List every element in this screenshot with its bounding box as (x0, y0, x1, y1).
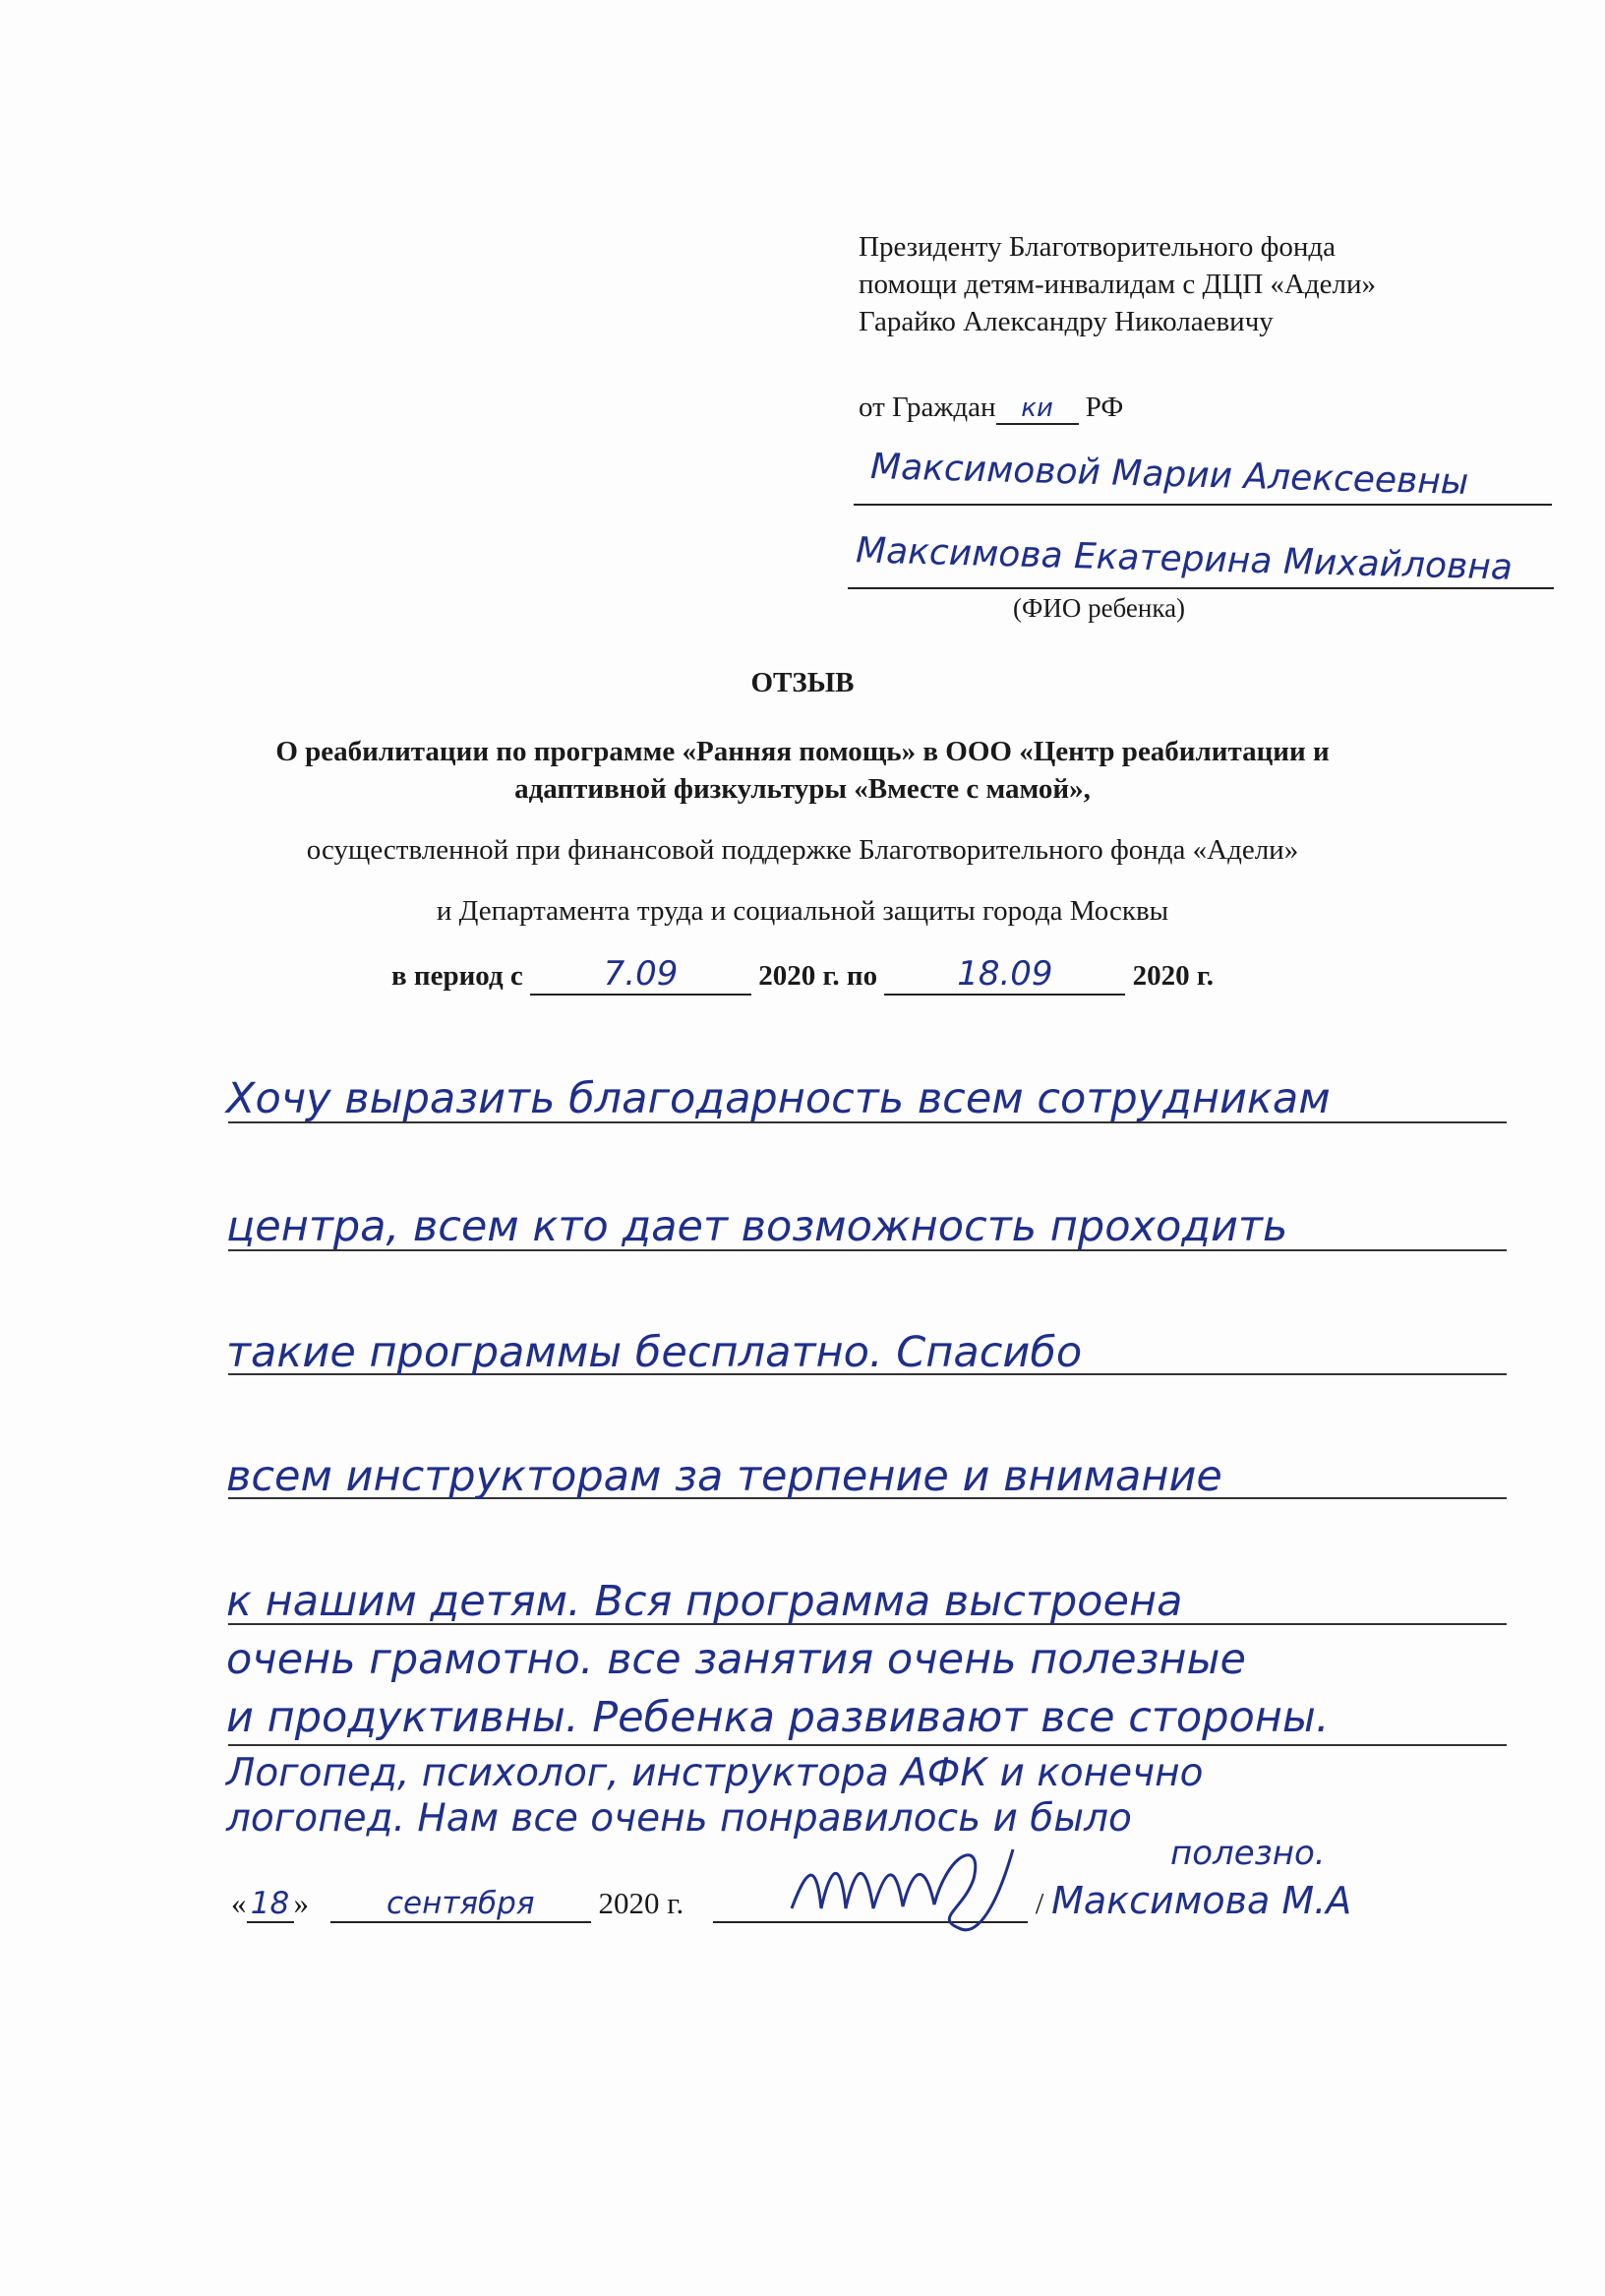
addressee-line-3: Гарайко Александру Николаевичу (859, 306, 1274, 337)
from-suffix: РФ (1085, 392, 1124, 423)
review-line-1: Хочу выразить благодарность всем сотрудникам (226, 1074, 1331, 1123)
child-fio-caption: (ФИО ребенка) (1013, 593, 1186, 623)
review-line-9: логопед. Нам все очень понравилось и было (226, 1796, 1132, 1841)
review-line-4: всем инструкторам за терпение и внимание (226, 1452, 1222, 1501)
addressee-line-1: Президенту Благотворительного фонда (859, 231, 1337, 263)
subtitle-line-1: О реабилитации по программе «Ранняя помощь» в ООО «Центр реабилитации и (275, 736, 1330, 767)
signature-separator: / (1035, 1886, 1044, 1920)
period-prefix: в период с (390, 960, 523, 992)
subtitle-line-4: и Департамента труда и социальной защиты города Москвы (436, 895, 1169, 927)
signature-mark (787, 1830, 1042, 1938)
review-line-3: такие программы бесплатно. Спасибо (226, 1328, 1083, 1377)
review-line-5: к нашим детям. Вся программа выстроена (226, 1577, 1183, 1626)
addressee-line-2: помощи детям-инвалидам с ДЦП «Адели» (859, 269, 1376, 300)
date-month: сентября (330, 1886, 591, 1923)
document-title: ОТЗЫВ (750, 667, 855, 698)
review-line-2: центра, всем кто дает возможность проходить (226, 1202, 1288, 1251)
period-year-1: 2020 г. (758, 960, 840, 992)
date-open-quote: « (231, 1886, 247, 1920)
from-prefix: от Граждан (859, 392, 996, 423)
date-day: 18 (247, 1886, 294, 1923)
date-close-quote: » (293, 1886, 309, 1920)
from-line (859, 392, 1123, 425)
review-line-6: очень грамотно. все занятия очень полезные (226, 1635, 1246, 1684)
period-end: 18.09 (884, 954, 1125, 996)
period-line (0, 954, 1605, 996)
review-line-8: Логопед, психолог, инструктора АФК и конечно (226, 1751, 1204, 1795)
child-fio: Максимова Екатерина Михайловна (855, 530, 1514, 588)
child-fio-underline (848, 587, 1554, 589)
subtitle-line-3: осуществленной при финансовой поддержке Благотворительного фонда «Адели» (306, 834, 1299, 866)
period-year-2: 2020 г. (1132, 960, 1215, 992)
parent-fio: Максимовой Марии Алексеевны (869, 447, 1469, 503)
period-middle: по (846, 960, 878, 992)
subtitle-line-2: адаптивной физкультуры «Вместе с мамой», (514, 773, 1091, 805)
period-start: 7.09 (530, 954, 751, 996)
from-handwritten-suffix: ки (996, 393, 1079, 425)
signer-name: Максимова М.А (1051, 1879, 1352, 1922)
review-line-7: и продуктивны. Ребенка развивают все стороны. (226, 1693, 1330, 1742)
addressee-block (859, 228, 1376, 340)
review-underline-6 (228, 1744, 1507, 1746)
review-line-10: полезно. (1170, 1834, 1326, 1873)
parent-fio-underline (854, 504, 1552, 506)
date-year: 2020 г. (598, 1886, 684, 1920)
